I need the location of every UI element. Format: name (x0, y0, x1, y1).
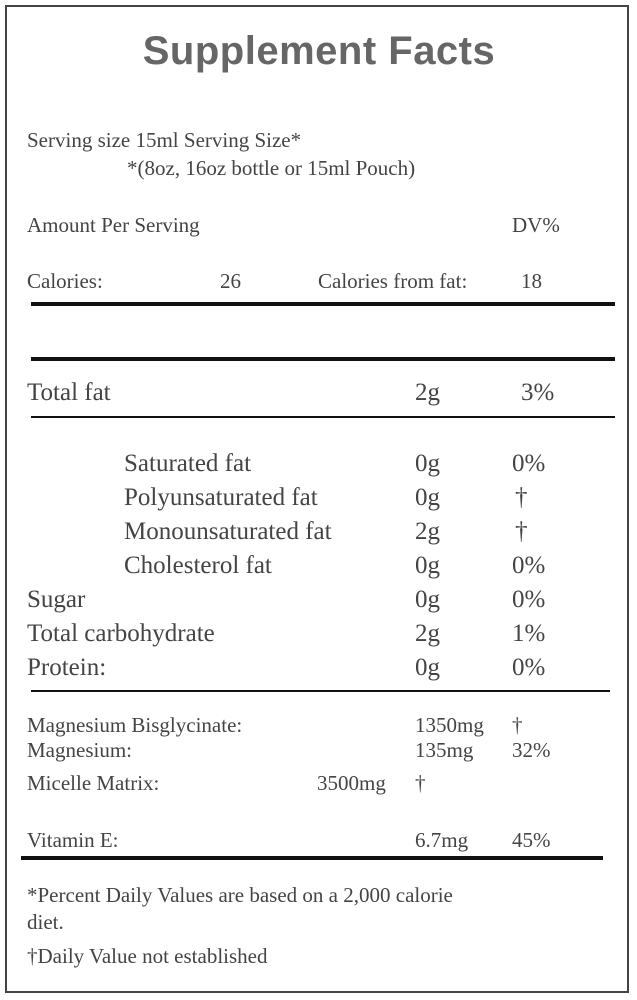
nutrient-amount-polyunsaturated-fat: 0g (415, 484, 440, 511)
nutrient-name-protein: Protein: (27, 654, 107, 681)
nutrient-amount-total-carbohydrate: 2g (415, 620, 440, 647)
nutrient-dv-total-fat: 3% (521, 379, 555, 406)
serving-size-line: Serving size 15ml Serving Size* (27, 128, 302, 152)
calories-from-fat-value: 18 (521, 269, 542, 293)
nutrient-dv-total-carbohydrate: 1% (512, 620, 546, 647)
mineral-dv-micelle-matrix: † (415, 771, 426, 795)
label-title: Supplement Facts (142, 29, 496, 73)
nutrient-name-sugar: Sugar (27, 586, 86, 613)
nutrient-name-total-carbohydrate: Total carbohydrate (27, 620, 215, 647)
footnote-percent-daily-values-cont: diet. (27, 910, 64, 934)
nutrient-amount-monounsaturated-fat: 2g (415, 518, 440, 545)
nutrient-amount-cholesterol-fat: 0g (415, 552, 440, 579)
calories-value: 26 (220, 269, 241, 293)
nutrient-amount-total-fat: 2g (415, 379, 440, 406)
amount-per-serving-label: Amount Per Serving (27, 213, 200, 237)
nutrient-dv-protein: 0% (512, 654, 546, 681)
vitamin-name-e: Vitamin E: (27, 828, 119, 852)
nutrient-name-polyunsaturated-fat: Polyunsaturated fat (124, 484, 318, 511)
mineral-amount-magnesium: 135mg (415, 738, 474, 762)
vitamin-amount-e: 6.7mg (415, 828, 469, 852)
thick-divider-3 (21, 856, 603, 860)
thick-divider-1 (31, 302, 615, 306)
mineral-amount-magnesium-bisglycinate: 1350mg (415, 713, 484, 737)
nutrient-amount-saturated-fat: 0g (415, 450, 440, 477)
nutrient-dv-cholesterol-fat: 0% (512, 552, 546, 579)
nutrient-dv-monounsaturated-fat: † (515, 518, 528, 545)
mineral-dv-magnesium-bisglycinate: † (512, 713, 523, 737)
mineral-dv-magnesium: 32% (512, 738, 551, 762)
nutrient-name-cholesterol-fat: Cholesterol fat (124, 552, 272, 579)
mineral-name-magnesium-bisglycinate: Magnesium Bisglycinate: (27, 713, 243, 737)
supplement-facts-label (5, 5, 629, 993)
footnote-dagger: †Daily Value not established (27, 944, 268, 968)
calories-from-fat-label: Calories from fat: (318, 269, 468, 293)
nutrient-dv-saturated-fat: 0% (512, 450, 546, 477)
thin-divider-2 (31, 690, 610, 692)
dv-header: DV% (512, 213, 560, 237)
serving-size-note: *(8oz, 16oz bottle or 15ml Pouch) (127, 156, 416, 180)
nutrient-name-monounsaturated-fat: Monounsaturated fat (124, 518, 332, 545)
nutrient-name-total-fat: Total fat (27, 379, 111, 406)
nutrient-dv-polyunsaturated-fat: † (515, 484, 528, 511)
nutrient-amount-sugar: 0g (415, 586, 440, 613)
vitamin-dv-e: 45% (512, 828, 551, 852)
calories-label: Calories: (27, 269, 103, 293)
mineral-amount-micelle-matrix: 3500mg (317, 771, 386, 795)
nutrient-name-saturated-fat: Saturated fat (124, 450, 252, 477)
thin-divider-1 (31, 416, 615, 418)
mineral-name-magnesium: Magnesium: (27, 738, 132, 762)
nutrient-dv-sugar: 0% (512, 586, 546, 613)
nutrient-amount-protein: 0g (415, 654, 440, 681)
mineral-name-micelle-matrix: Micelle Matrix: (27, 771, 160, 795)
footnote-percent-daily-values: *Percent Daily Values are based on a 2,000 calorie (27, 883, 453, 907)
thick-divider-2 (31, 357, 615, 361)
